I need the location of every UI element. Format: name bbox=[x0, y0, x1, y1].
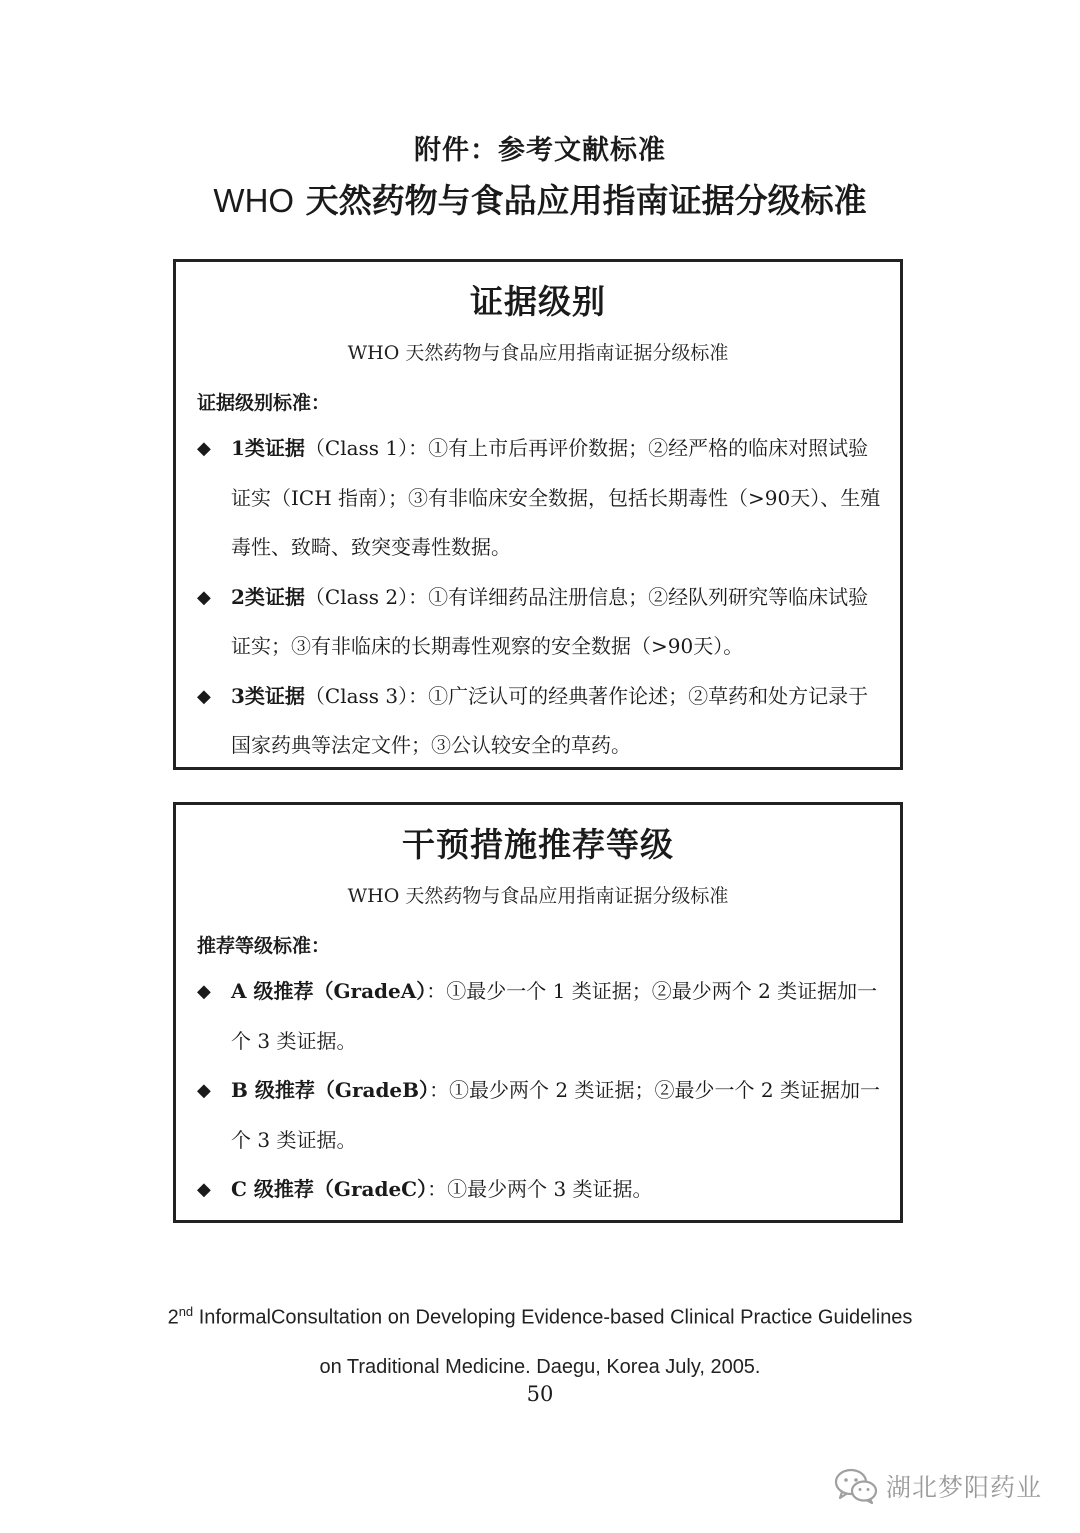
citation-line-1-rest: InformalConsultation on Developing Evidence-based Clinical Practice Guidelines bbox=[193, 1306, 913, 1329]
diamond-bullet-icon: ◆ bbox=[197, 1179, 211, 1200]
recommend-item-lead: A 级推荐（GradeA） bbox=[231, 979, 427, 1003]
evidence-item bbox=[197, 573, 887, 672]
recommend-item-text: ：①最少两个 3 类证据。 bbox=[427, 1177, 653, 1201]
citation-line-1 bbox=[0, 1287, 1080, 1343]
diamond-bullet-icon: ◆ bbox=[197, 1080, 211, 1101]
recommend-item bbox=[197, 967, 887, 1066]
page-number: 50 bbox=[526, 1382, 554, 1406]
citation bbox=[0, 1287, 1080, 1392]
wechat-icon bbox=[834, 1467, 878, 1505]
diamond-bullet-icon: ◆ bbox=[197, 438, 211, 459]
citation-line-2: on Traditional Medicine. Daegu, Korea July, 2005. bbox=[319, 1355, 761, 1378]
evidence-item-text: （Class 1）：①有上市后再评价数据；②经严格的临床对照试验证实（ICH 指南）；③有非临床安全数据，包括长期毒性（>90天）、生殖毒性、致畸、致突变毒性数据。 bbox=[231, 436, 881, 559]
page-title bbox=[0, 175, 1080, 222]
evidence-level-box bbox=[173, 259, 903, 770]
evidence-item-text: （Class 2）：①有详细药品注册信息；②经队列研究等临床试验证实；③有非临床的长期毒性观察的安全数据（>90天）。 bbox=[231, 584, 869, 658]
evidence-item-text: （Class 3）：①广泛认可的经典著作论述；②草药和处方记录于国家药典等法定文件；③公认较安全的草药。 bbox=[231, 683, 869, 757]
diamond-bullet-icon: ◆ bbox=[197, 685, 211, 707]
page-title-cjk: 天然药物与食品应用指南证据分级标准 bbox=[294, 181, 867, 220]
evidence-box-subtitle: WHO 天然药物与食品应用指南证据分级标准 bbox=[347, 342, 729, 364]
watermark bbox=[834, 1466, 1042, 1506]
evidence-item-list bbox=[197, 424, 887, 771]
page-title-latin: WHO bbox=[213, 182, 295, 219]
recommend-item-list bbox=[197, 967, 887, 1215]
evidence-item-lead: 3类证据 bbox=[231, 683, 305, 708]
recommend-item bbox=[197, 1165, 887, 1215]
page-header-annex: 附件：参考文献标准 bbox=[414, 135, 666, 166]
recommend-box-title: 干预措施推荐等级 bbox=[402, 825, 674, 864]
diamond-bullet-icon: ◆ bbox=[197, 586, 211, 608]
recommend-item-lead: B 级推荐（GradeB） bbox=[231, 1078, 430, 1102]
evidence-item bbox=[197, 672, 887, 771]
citation-ordinal-suffix: nd bbox=[178, 1304, 194, 1319]
recommend-criteria-label: 推荐等级标准： bbox=[197, 935, 331, 957]
evidence-item bbox=[197, 424, 887, 573]
recommendation-grade-box bbox=[173, 802, 903, 1223]
evidence-item-lead: 2类证据 bbox=[231, 584, 305, 609]
evidence-item-lead: 1类证据 bbox=[231, 436, 305, 460]
citation-ordinal: 2 bbox=[167, 1306, 179, 1329]
diamond-bullet-icon: ◆ bbox=[197, 981, 211, 1002]
recommend-box-subtitle: WHO 天然药物与食品应用指南证据分级标准 bbox=[347, 885, 729, 907]
recommend-item bbox=[197, 1066, 887, 1165]
recommend-item-lead: C 级推荐（GradeC） bbox=[231, 1177, 428, 1201]
recommend-item-text: ：①最少一个 1 类证据；②最少两个 2 类证据加一个 3 类证据。 bbox=[231, 979, 878, 1053]
watermark-text: 湖北梦阳药业 bbox=[886, 1473, 1043, 1502]
evidence-box-title: 证据级别 bbox=[470, 282, 606, 321]
evidence-criteria-label: 证据级别标准： bbox=[197, 392, 331, 414]
recommend-item-text: ：①最少两个 2 类证据；②最少一个 2 类证据加一个 3 类证据。 bbox=[231, 1078, 880, 1152]
